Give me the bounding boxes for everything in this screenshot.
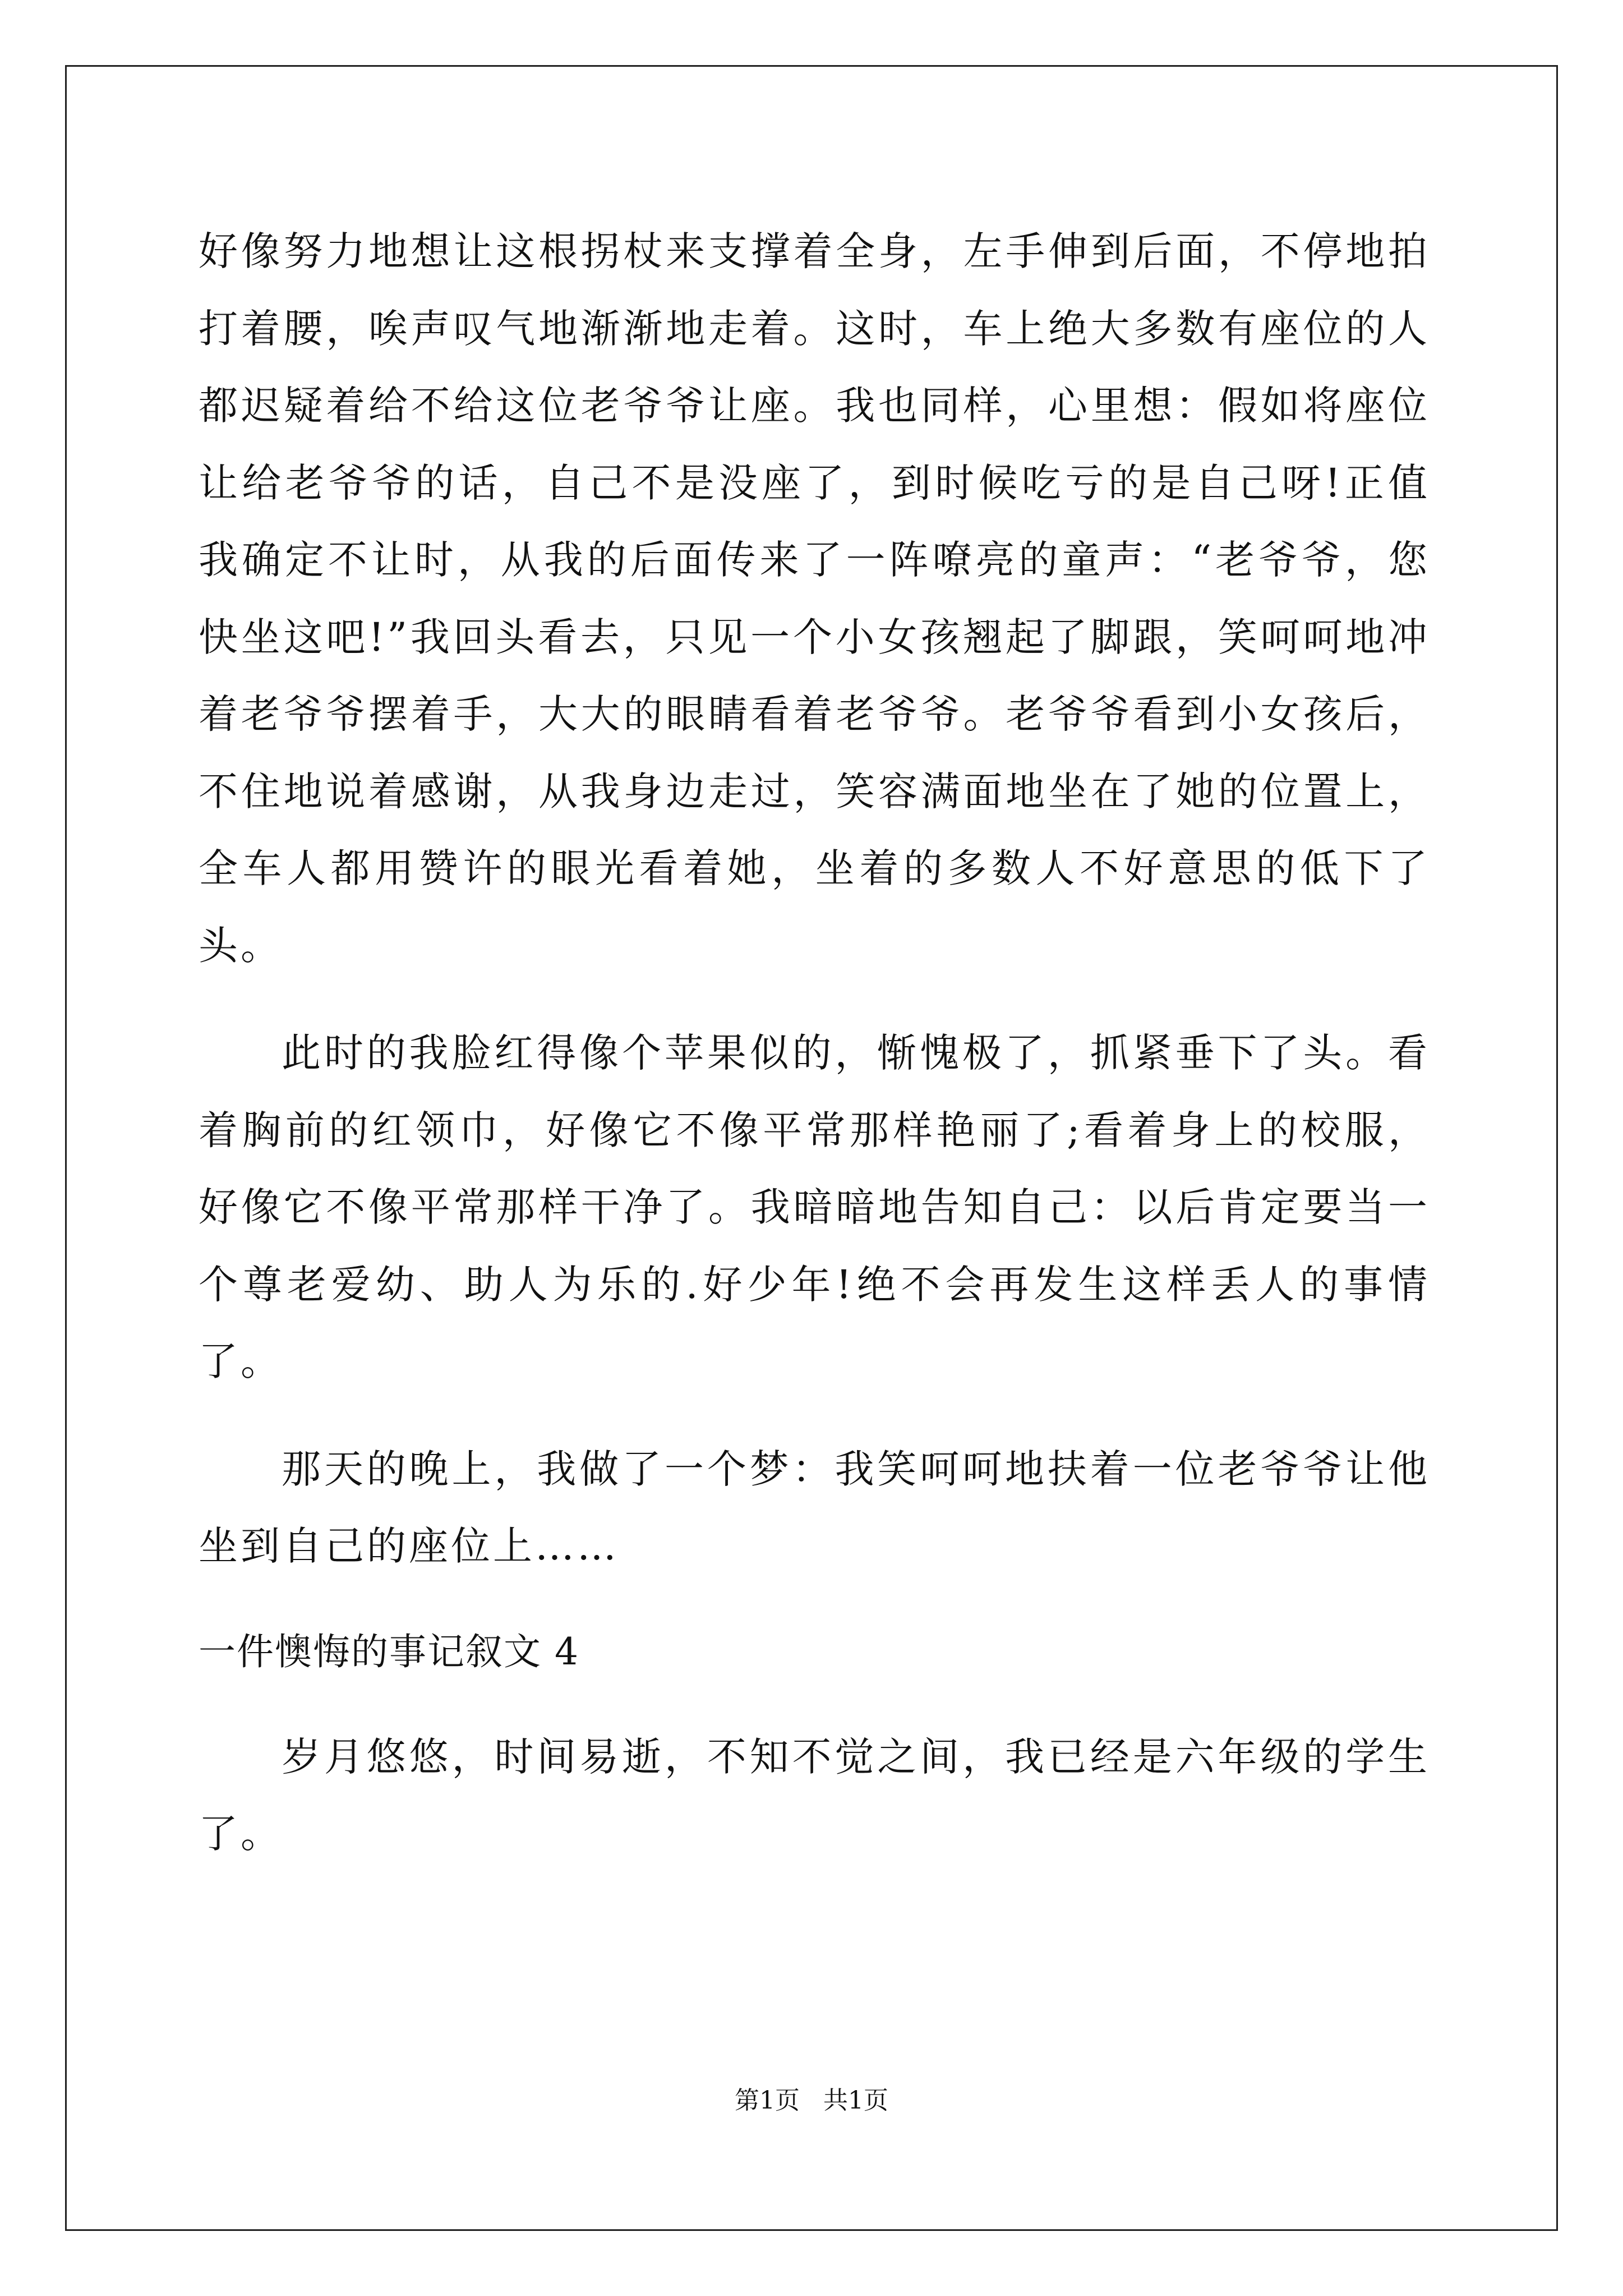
document-body: [199, 213, 1430, 1903]
body-paragraph-3: 那天的晚上，我做了一个梦：我笑呵呵地扶着一位老爷爷让他坐到自己的座位上……: [199, 1446, 1430, 1569]
body-paragraph-1: 好像努力地想让这根拐杖来支撑着全身，左手伸到后面，不停地拍打着腰，唉声叹气地渐渐地走着。这时，车上绝大多数有座位的人都迟疑着给不给这位老爷爷让座。我也同样，心里想：假如将座位让给老爷爷的话，自己不是没座了，到时候吃亏的是自己呀!正值我确定不让时，从我的后面传来了一阵嘹亮的童声：“老爷爷，您快坐这吧!”我回头看去，只见一个小女孩翘起了脚跟，笑呵呵地冲着老爷爷摆着手，大大的眼睛看着老爷爷。老爷爷看到小女孩后，不住地说着感谢，从我身边走过，笑容满面地坐在了她的位置上，全车人都用赞许的眼光看着她，坐着的多数人不好意思的低下了头。: [199, 228, 1430, 969]
body-paragraph-2: 此时的我脸红得像个苹果似的，惭愧极了，抓紧垂下了头。看着胸前的红领巾，好像它不像平常那样艳丽了;看着身上的校服，好像它不像平常那样干净了。我暗暗地告知自己：以后肯定要当一个尊老爱幼、助人为乐的.好少年!绝不会再发生这样丢人的事情了。: [199, 1030, 1430, 1384]
page-footer: [0, 2084, 1623, 2118]
page-total: 共1页: [823, 2086, 888, 2115]
section-heading: 一件懊悔的事记叙文 4: [199, 1630, 579, 1673]
page-number: 第1页: [735, 2086, 800, 2115]
body-paragraph-4: 岁月悠悠，时间易逝，不知不觉之间，我已经是六年级的学生了。: [199, 1733, 1430, 1857]
